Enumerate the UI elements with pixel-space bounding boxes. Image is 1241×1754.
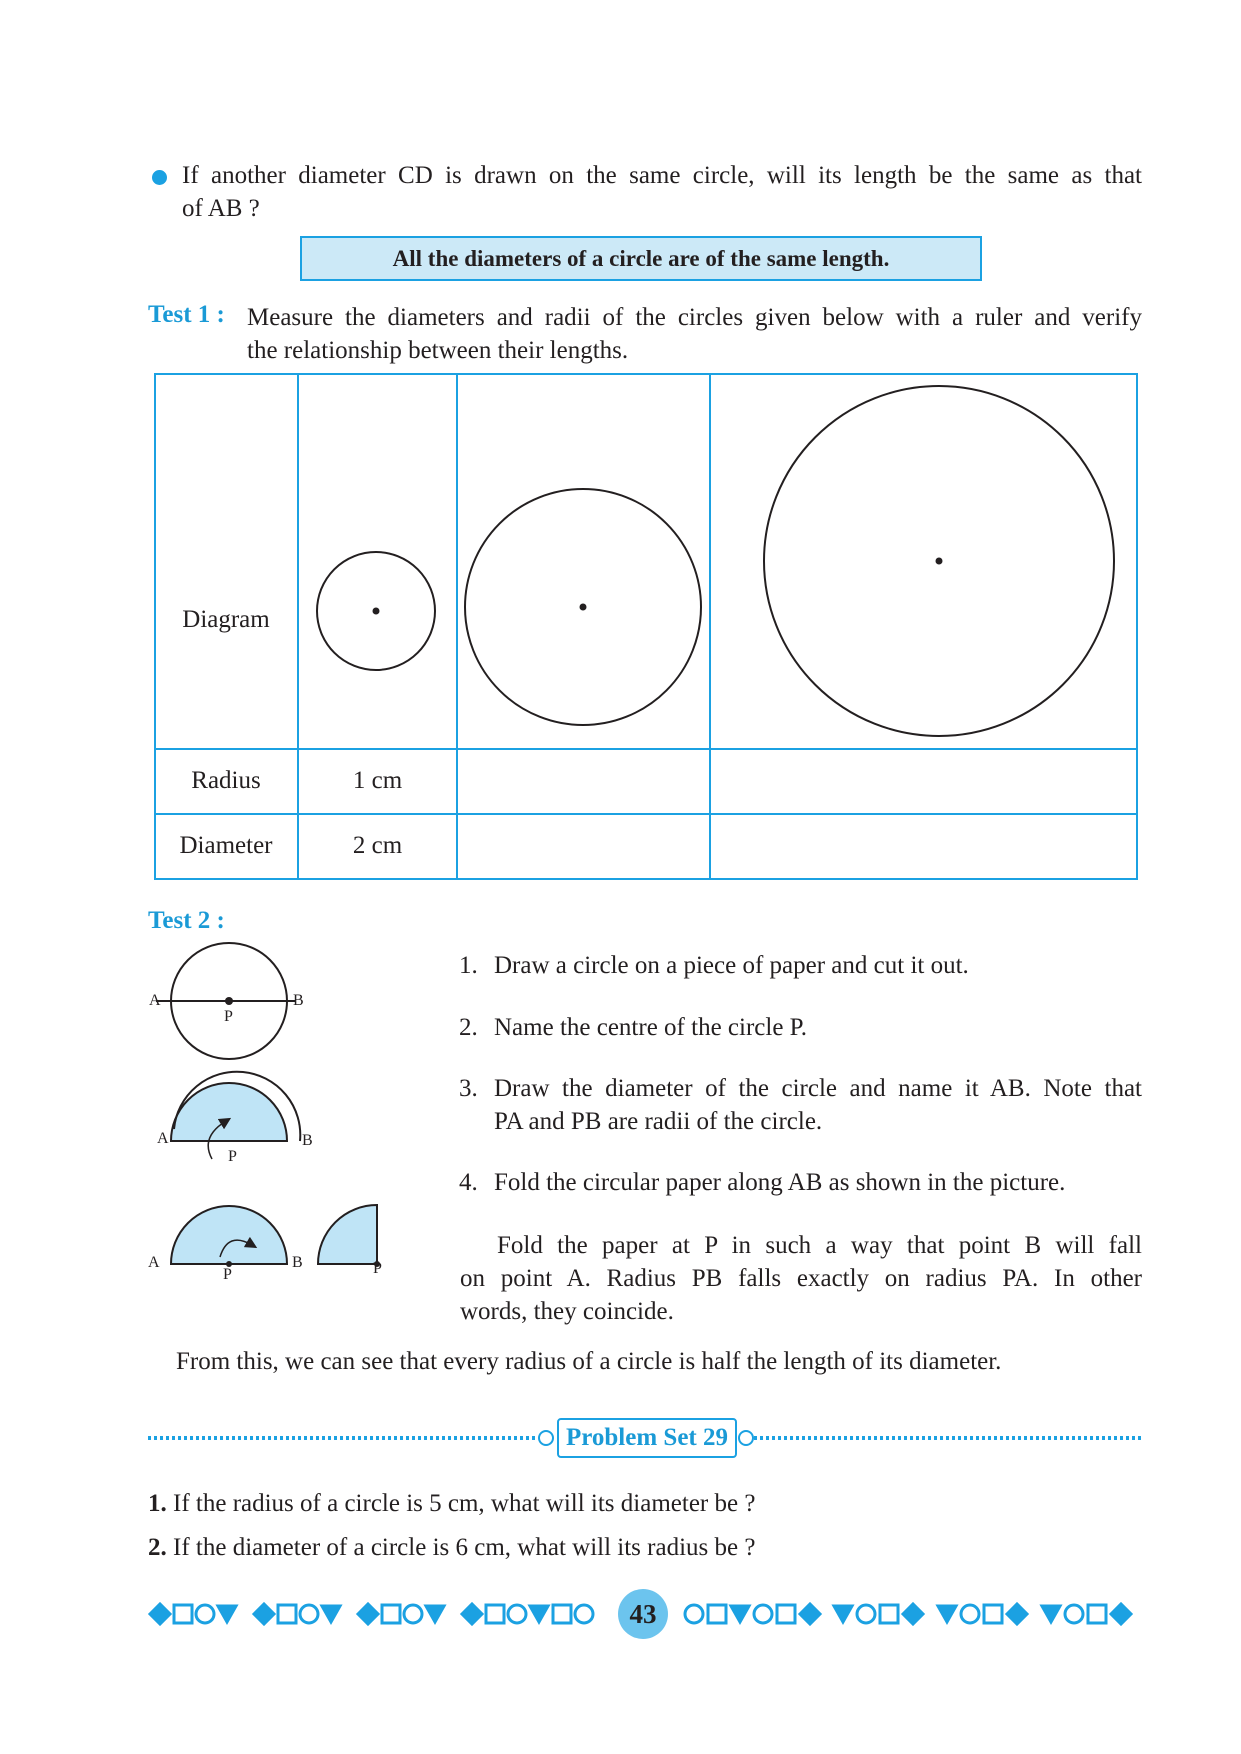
fig1-label-a: A	[149, 992, 161, 1009]
fold-step-figure	[171, 1072, 300, 1159]
fig2-label-p: P	[228, 1148, 237, 1165]
large-circle-centre	[936, 558, 943, 565]
problem-set-title: Problem Set 29	[557, 1418, 737, 1458]
circle-with-diameter-figure	[156, 943, 295, 1059]
bullet-icon	[152, 170, 167, 185]
test1-instruction-line1: Measure the diameters and radii of the circles given below with a ruler and verify	[247, 304, 1142, 331]
fig1-label-b: B	[293, 992, 304, 1009]
problem-1	[148, 1487, 755, 1520]
problem-1-number: 1.	[148, 1490, 167, 1517]
step-3-text: Draw the diameter of the circle and name it AB. Note that	[494, 1075, 1142, 1102]
table-grid	[154, 373, 1138, 880]
step-1-number: 1.	[459, 952, 478, 979]
circle-measurement-table	[154, 373, 1138, 880]
fold-paragraph-line1: Fold the paper at P in such a way that point B will fall	[497, 1232, 1142, 1259]
medium-circle-centre	[580, 604, 587, 611]
quarter-circle-figure	[318, 1205, 380, 1267]
small-circle-centre	[373, 608, 380, 615]
problem-2-text: If the diameter of a circle is 6 cm, what will its radius be ?	[173, 1534, 756, 1561]
problem-2	[148, 1531, 755, 1564]
diameter-value-small: 2 cm	[352, 832, 403, 859]
fold-paragraph-line3: words, they coincide.	[460, 1298, 674, 1325]
intro-question-line2: of AB ?	[182, 195, 260, 222]
diameter-fact-box: All the diameters of a circle are of the same length.	[300, 236, 982, 281]
conclusion-text: From this, we can see that every radius of a circle is half the length of its diameter.	[176, 1348, 1002, 1375]
intro-question-line1: If another diameter CD is drawn on the same circle, will its length be the same as that	[182, 162, 1142, 189]
folding-illustration	[140, 935, 410, 1295]
step-2	[459, 1011, 1139, 1044]
step-1-text: Draw a circle on a piece of paper and cut it out.	[494, 952, 969, 979]
problem-set-header	[148, 1418, 1142, 1462]
folded-semicircle-figure	[171, 1206, 287, 1267]
test2-label: Test 2 :	[148, 907, 225, 934]
step-3-continuation: PA and PB are radii of the circle.	[494, 1108, 823, 1135]
fold-paragraph-line2: on point A. Radius PB falls exactly on radius PA. In other	[460, 1265, 1142, 1292]
step-3	[459, 1072, 1142, 1105]
step-2-number: 2.	[459, 1014, 478, 1041]
row-label-diameter: Diameter	[179, 832, 273, 859]
step-3-number: 3.	[459, 1075, 478, 1102]
fig3-label-b: B	[292, 1254, 303, 1271]
step-4-text: Fold the circular paper along AB as shown in the picture.	[494, 1169, 1066, 1196]
step-1	[459, 949, 1139, 982]
fig4-label-p: P	[373, 1260, 382, 1277]
row-label-diagram: Diagram	[182, 606, 270, 633]
page-number: 43	[618, 1589, 668, 1639]
fig2-label-a: A	[157, 1130, 169, 1147]
step-4	[459, 1166, 1139, 1199]
fig3-label-p: P	[223, 1266, 232, 1283]
radius-value-small: 1 cm	[352, 767, 403, 794]
problem-1-text: If the radius of a circle is 5 cm, what will its diameter be ?	[173, 1490, 756, 1517]
fig1-label-p: P	[224, 1008, 233, 1025]
step-2-text: Name the centre of the circle P.	[494, 1014, 808, 1041]
step-4-number: 4.	[459, 1169, 478, 1196]
test1-instruction-line2: the relationship between their lengths.	[247, 337, 629, 364]
test1-label: Test 1 :	[148, 301, 225, 328]
fig2-label-b: B	[302, 1132, 313, 1149]
row-label-radius: Radius	[191, 767, 261, 794]
problem-2-number: 2.	[148, 1534, 167, 1561]
fig3-label-a: A	[148, 1254, 160, 1271]
page-footer	[148, 1587, 1142, 1641]
